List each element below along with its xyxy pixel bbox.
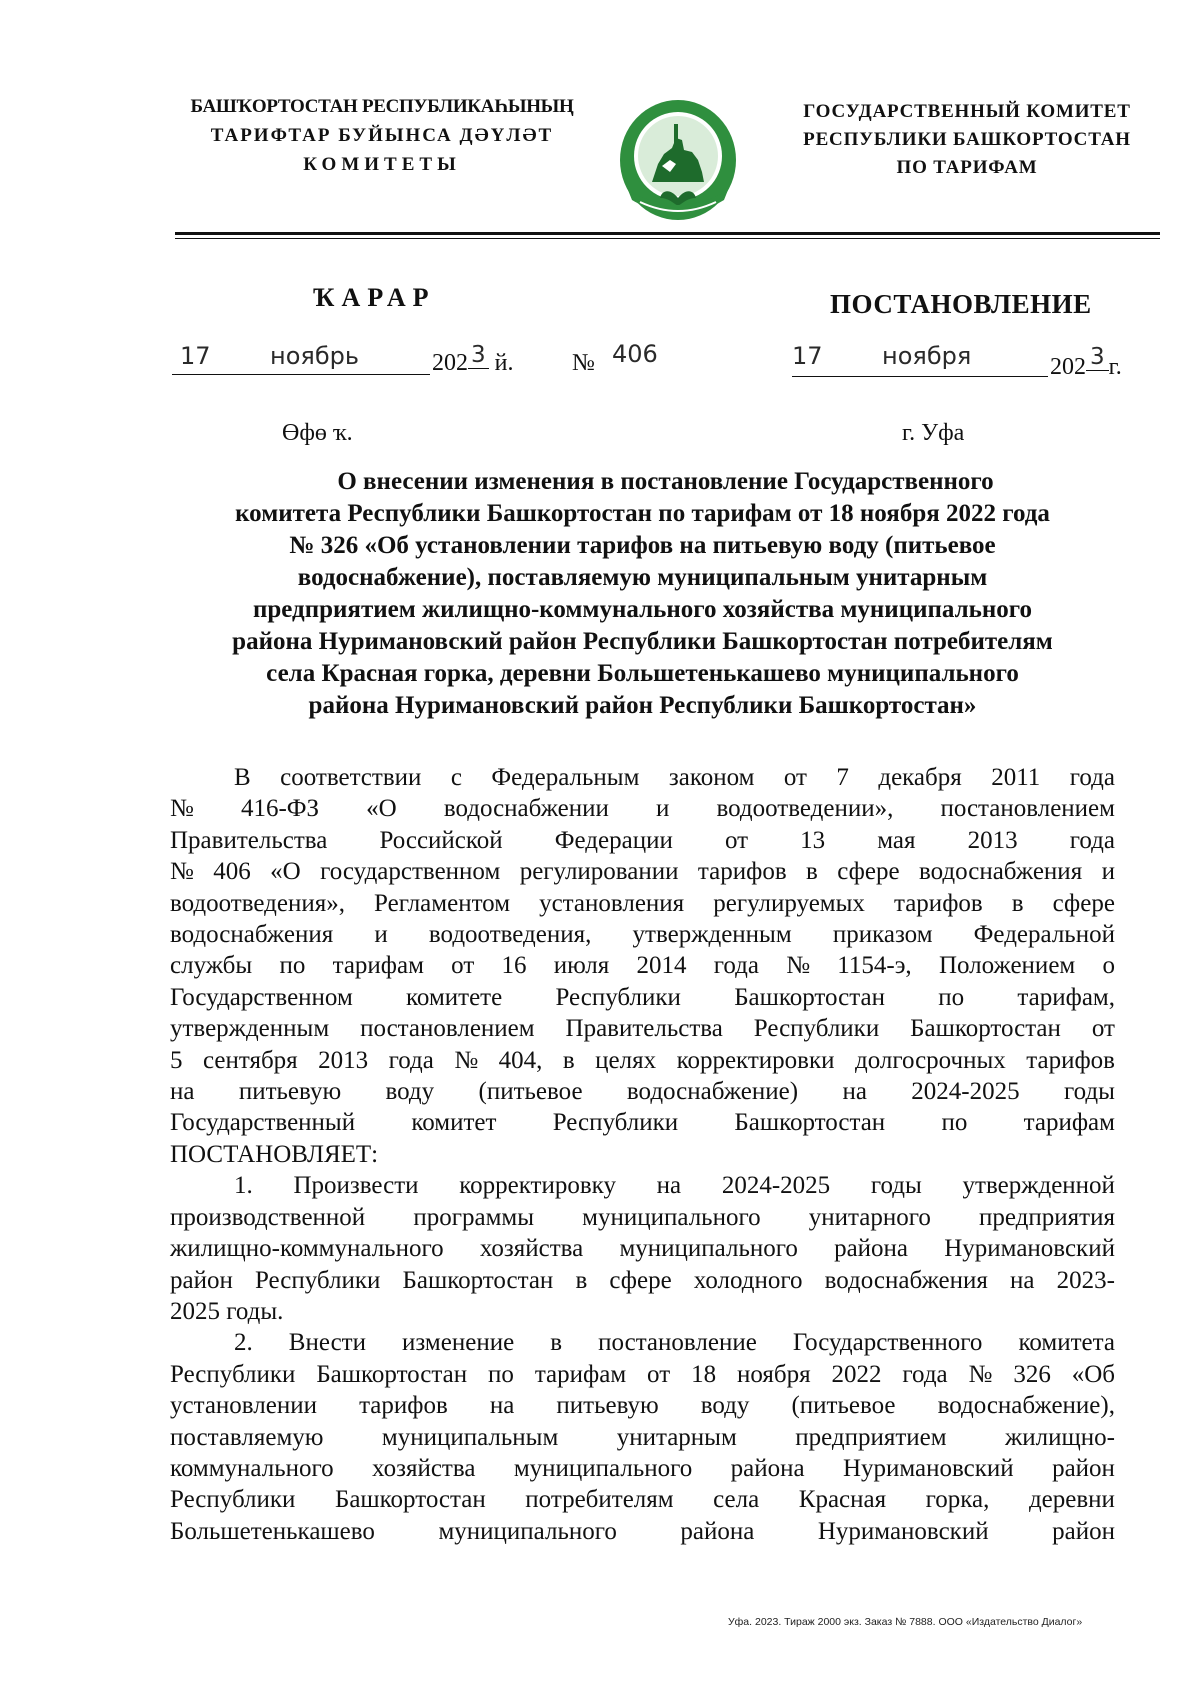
body-line: поставляемую муниципальным унитарным предприятием жилищно-	[170, 1423, 1115, 1451]
header-rule-thick	[175, 232, 1160, 235]
body-line: № 406 «О государственном регулировании тарифов в сфере водоснабжения и	[170, 858, 1115, 886]
date-left-month: ноябрь	[270, 342, 359, 370]
title-line: села Красная горка, деревни Большетенькашево муниципального	[266, 660, 1019, 687]
body-line: № 416-ФЗ «О водоснабжении и водоотведении», постановлением	[170, 795, 1115, 823]
header-left-line-3: КОМИТЕТЫ	[303, 154, 461, 175]
body-line: установлении тарифов на питьевую воду (питьевое водоснабжение),	[170, 1392, 1115, 1420]
doc-number-value: 406	[612, 340, 658, 368]
date-right-year-digit: 3	[1086, 344, 1109, 371]
city-russian: г. Уфа	[902, 420, 965, 446]
body-line: Большетенькашево муниципального района Нуримановский район	[170, 1517, 1115, 1545]
body-line: 1. Произвести корректировку на 2024-2025 годы утвержденной	[234, 1172, 1115, 1200]
title-line: № 326 «Об установлении тарифов на питьевую воду (питьевое	[289, 532, 996, 559]
date-left-suffix: й.	[494, 350, 514, 376]
body-line: на питьевую воду (питьевое водоснабжение) на 2024-2025 годы	[170, 1078, 1115, 1106]
doc-type-russian: ПОСТАНОВЛЕНИЕ	[830, 289, 1092, 319]
date-left-underline	[172, 374, 430, 375]
title-line: района Нуримановский район Республики Башкортостан потребителям	[232, 628, 1053, 655]
date-right-underline	[792, 376, 1048, 377]
title-line: комитета Республики Башкортостан по тарифам от 18 ноября 2022 года	[235, 500, 1050, 527]
date-right-day: 17	[792, 342, 823, 370]
body-line: 5 сентября 2013 года № 404, в целях корректировки долгосрочных тарифов	[170, 1046, 1115, 1074]
coat-of-arms-emblem	[612, 94, 744, 230]
city-bashkir: Өфө ҡ.	[282, 420, 353, 446]
body-line: Республики Башкортостан по тарифам от 18 ноября 2022 года № 326 «Об	[170, 1360, 1115, 1388]
header-right-authority	[782, 98, 1152, 182]
date-right-month: ноября	[882, 342, 972, 370]
doc-number-sign: №	[572, 350, 595, 376]
header-right-line-3: ПО ТАРИФАМ	[896, 157, 1038, 178]
body-line: Республики Башкортостан потребителям села Красная горка, деревни	[170, 1486, 1115, 1514]
body-line: Государственный комитет Республики Башкортостан по тарифам	[170, 1109, 1115, 1137]
body-line: 2. Внести изменение в постановление Государственного комитета	[234, 1329, 1115, 1357]
date-left-year	[432, 342, 514, 377]
body-line: район Республики Башкортостан в сфере холодного водоснабжения на 2023-	[170, 1266, 1115, 1294]
date-left-day: 17	[180, 342, 211, 370]
body-line: Правительства Российской Федерации от 13 мая 2013 года	[170, 826, 1115, 854]
date-left-year-digit: 3	[468, 342, 489, 369]
body-line: жилищно-коммунального хозяйства муниципального района Нуримановский	[170, 1235, 1115, 1263]
body-line: 2025 годы.	[170, 1297, 284, 1325]
print-imprint-footer: Уфа. 2023. Тираж 2000 экз. Заказ № 7888. ООО «Издательство Диалог»	[728, 1616, 1083, 1628]
header-left-line-2: ТАРИФТАР БУЙЫНСА ДӘҮЛӘТ	[210, 125, 554, 146]
header-left-line-1: БАШҠОРТОСТАН РЕСПУБЛИКАҺЫНЫҢ	[190, 96, 574, 117]
body-line: В соответствии с Федеральным законом от 7 декабря 2011 года	[234, 764, 1115, 791]
date-right-year	[1050, 344, 1122, 381]
doc-type-bashkir: ҠАРАР	[313, 283, 436, 312]
header-rule-thin	[175, 238, 1160, 239]
title-line: района Нуримановский район Республики Башкортостан»	[308, 692, 977, 719]
date-right-suffix: г.	[1108, 354, 1122, 380]
header-right-line-2: РЕСПУБЛИКИ БАШКОРТОСТАН	[803, 129, 1131, 150]
title-line: водоснабжение), поставляемую муниципальным унитарным	[297, 564, 988, 591]
header-left-authority	[172, 92, 592, 179]
body-line: утвержденным постановлением Правительства Республики Башкортостан от	[170, 1015, 1115, 1043]
body-line: Государственном комитете Республики Башкортостан по тарифам,	[170, 983, 1115, 1011]
body-line: водоснабжения и водоотведения, утвержденным приказом Федеральной	[170, 921, 1115, 949]
date-right-year-prefix: 202	[1050, 354, 1086, 380]
body-line: производственной программы муниципального унитарного предприятия	[170, 1203, 1115, 1231]
body-line: службы по тарифам от 16 июля 2014 года № 1154-э, Положением о	[170, 952, 1115, 980]
date-left-year-prefix: 202	[432, 350, 468, 376]
body-line: ПОСТАНОВЛЯЕТ:	[170, 1140, 379, 1168]
header-right-line-1: ГОСУДАРСТВЕННЫЙ КОМИТЕТ	[803, 101, 1131, 122]
body-line: водоотведения», Регламентом установления регулируемых тарифов в сфере	[170, 889, 1115, 917]
document-body	[170, 762, 1115, 1547]
title-line: О внесении изменения в постановление Государственного	[337, 468, 994, 495]
document-title	[170, 466, 1115, 722]
body-line: коммунального хозяйства муниципального района Нуримановский район	[170, 1454, 1115, 1482]
title-line: предприятием жилищно-коммунального хозяйства муниципального	[252, 596, 1033, 623]
